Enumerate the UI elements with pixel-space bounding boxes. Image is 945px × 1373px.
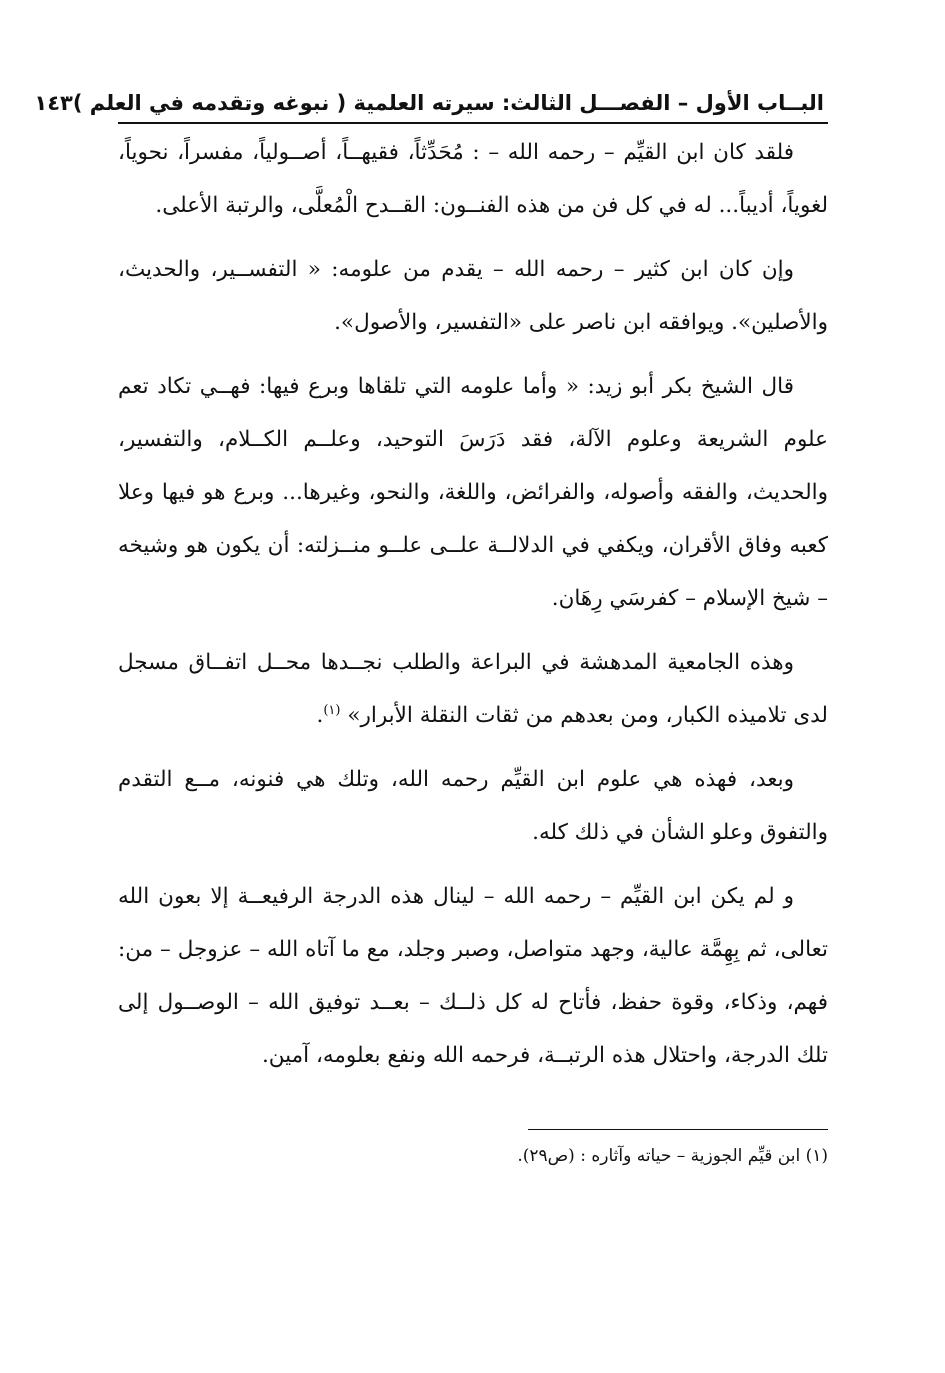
running-header xyxy=(34,88,828,124)
paragraph-4-end: . xyxy=(316,703,324,728)
page-body xyxy=(118,124,828,1082)
page-number: ١٤٣ xyxy=(34,91,73,115)
document-page xyxy=(34,88,828,1172)
header-title: البــاب الأول – الفصـــل الثالث: سيرته العلمية ( نبوغه وتقدمه في العلم ) xyxy=(72,91,824,115)
footnote: (١) ابن قيِّم الجوزية – حياته وآثاره : (ص٢٩). xyxy=(517,1146,828,1166)
footnote-reference[interactable]: (١) xyxy=(323,702,341,718)
paragraph-3: قال الشيخ بكر أبو زيد: « وأما علومه التي تلقاها وبرع فيها: فهــي تكاد تعم علوم الشريعة وعلوم الآلة، فقد دَرَسَ التوحيد، وعلــم الكــلام، والتفسير، والحديث، والفقه وأصوله، والفرائض، واللغة، والنحو، وغيرها... وبرع هو فيها وعلا كعبه وفاق الأقران، ويكفي في الدلالــة علــى علــو منــزلته: أن يكون هو وشيخه – شيخ الإسلام – كفرسَي رِهَان. xyxy=(118,374,828,611)
paragraph-5: وبعد، فهذه هي علوم ابن القيِّم رحمه الله، وتلك هي فنونه، مــع التقدم والتفوق وعلو الشأن في ذلك كله. xyxy=(118,767,828,845)
paragraph-4-text: وهذه الجامعية المدهشة في البراعة والطلب نجــدها محــل اتفــاق مسجل لدى تلاميذه الكبار، ومن بعدهم من ثقات النقلة الأبرار» xyxy=(118,650,828,728)
paragraph-2: وإن كان ابن كثير – رحمه الله – يقدم من علومه: « التفســير، والحديث، والأصلين». ويوافقه ابن ناصر على «التفسير، والأصول». xyxy=(118,257,828,335)
footnote-separator xyxy=(528,1129,828,1130)
paragraph-4 xyxy=(118,636,828,742)
paragraph-1: فلقد كان ابن القيِّم – رحمه الله – : مُحَدِّثاً، فقيهــاً، أصــولياً، مفسراً، نحوياً، لغوياً، أديباً... له في كل فن من هذه الفنــون: القــدح الْمُعلَّى، والرتبة الأعلى. xyxy=(118,140,828,218)
footnote-separator-wrap xyxy=(118,1093,828,1130)
paragraph-6: و لم يكن ابن القيِّم – رحمه الله – لينال هذه الدرجة الرفيعــة إلا بعون الله تعالى، ثم بِهِمَّة عالية، وجهد متواصل، وصبر وجلد، مع ما آتاه الله – عزوجل – من: فهم، وذكاء، وقوة حفظ، فأتاح له كل ذلــك – بعــد توفيق الله – الوصــول إلى تلك الدرجة، واحتلال هذه الرتبــة، فرحمه الله ونفع بعلومه، آمين. xyxy=(118,884,828,1068)
